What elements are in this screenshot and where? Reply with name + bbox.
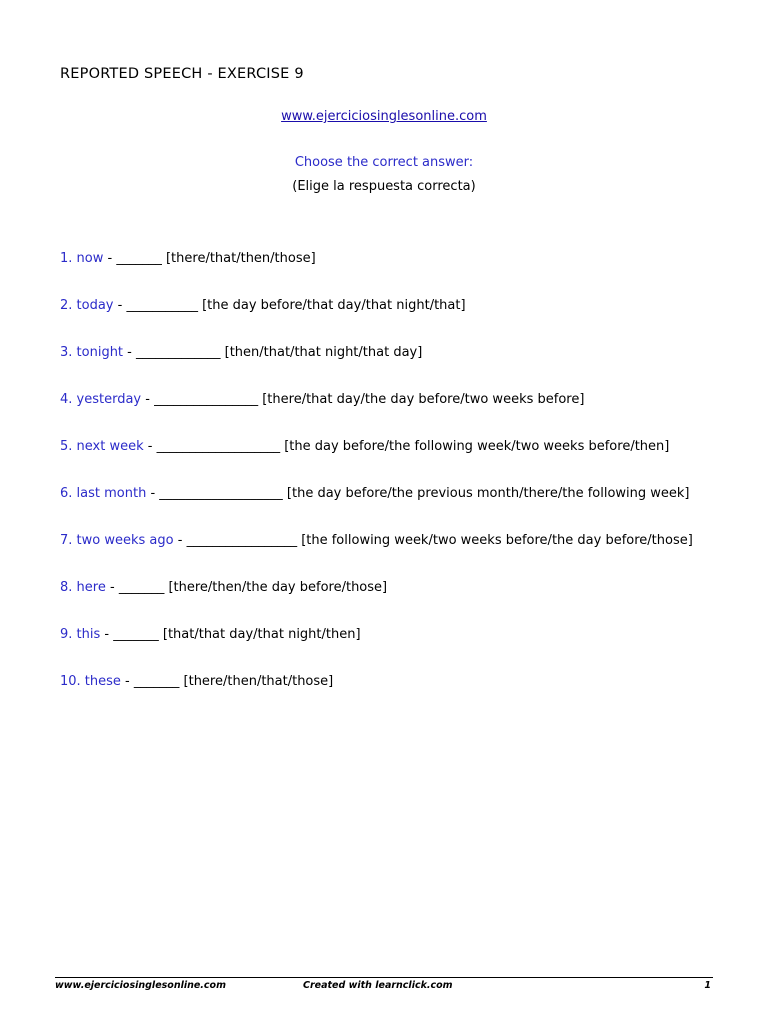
question-separator: - [103,251,117,266]
question-options: [there/that day/the day before/two weeks before] [258,392,585,407]
question-item [60,390,710,409]
answer-blank[interactable]: _______ [113,627,159,642]
answer-blank[interactable]: _______ [133,674,180,689]
question-term: 3. tonight [60,345,124,360]
question-term: 6. last month [60,486,147,501]
question-separator: - [120,674,134,689]
question-term: 10. these [60,674,121,689]
site-link[interactable]: www.ejerciciosinglesonline.com [281,109,487,124]
page-number: 1 [704,980,711,991]
question-options: [the day before/the previous month/there/the following week] [282,486,690,501]
question-separator: - [105,580,119,595]
footer-divider [55,977,713,978]
question-separator: - [113,298,127,313]
question-separator: - [100,627,114,642]
answer-blank[interactable]: _____________ [136,345,221,360]
answer-blank[interactable]: ___________ [126,298,198,313]
question-separator: - [143,439,157,454]
question-options: [that/that day/that night/then] [158,627,361,642]
answer-blank[interactable]: ________________ [154,392,259,407]
question-term: 8. here [60,580,106,595]
question-item [60,625,710,644]
question-options: [there/that/then/those] [161,251,316,266]
question-item [60,531,710,550]
footer-credit: Created with learnclick.com [303,980,453,991]
answer-blank[interactable]: _______ [118,580,165,595]
question-list [60,249,710,719]
question-item [60,437,710,456]
page-footer [55,980,713,994]
question-term: 9. this [60,627,101,642]
question-separator: - [141,392,155,407]
question-term: 7. two weeks ago [60,533,174,548]
answer-blank[interactable]: _________________ [186,533,298,548]
question-item [60,672,710,691]
question-options: [there/then/the day before/those] [164,580,388,595]
question-term: 1. now [60,251,104,266]
question-options: [the day before/the following week/two weeks before/then] [280,439,670,454]
question-options: [there/then/that/those] [179,674,334,689]
footer-site: www.ejerciciosinglesonline.com [55,980,226,991]
question-item [60,296,710,315]
question-options: [then/that/that night/that day] [220,345,423,360]
question-separator: - [123,345,136,360]
answer-blank[interactable]: _______ [116,251,162,266]
question-separator: - [173,533,187,548]
page-title: REPORTED SPEECH - EXERCISE 9 [60,66,304,82]
question-item [60,578,710,597]
instruction-translation: (Elige la respuesta correcta) [292,179,476,194]
question-options: [the following week/two weeks before/the day before/those] [297,533,693,548]
question-term: 5. next week [60,439,144,454]
question-separator: - [146,486,160,501]
answer-blank[interactable]: ___________________ [159,486,283,501]
question-item [60,249,710,268]
question-term: 2. today [60,298,114,313]
answer-blank[interactable]: ___________________ [156,439,281,454]
question-item [60,484,710,503]
instruction: Choose the correct answer: [294,155,474,170]
question-item [60,343,710,362]
question-term: 4. yesterday [60,392,142,407]
question-options: [the day before/that day/that night/that] [197,298,466,313]
